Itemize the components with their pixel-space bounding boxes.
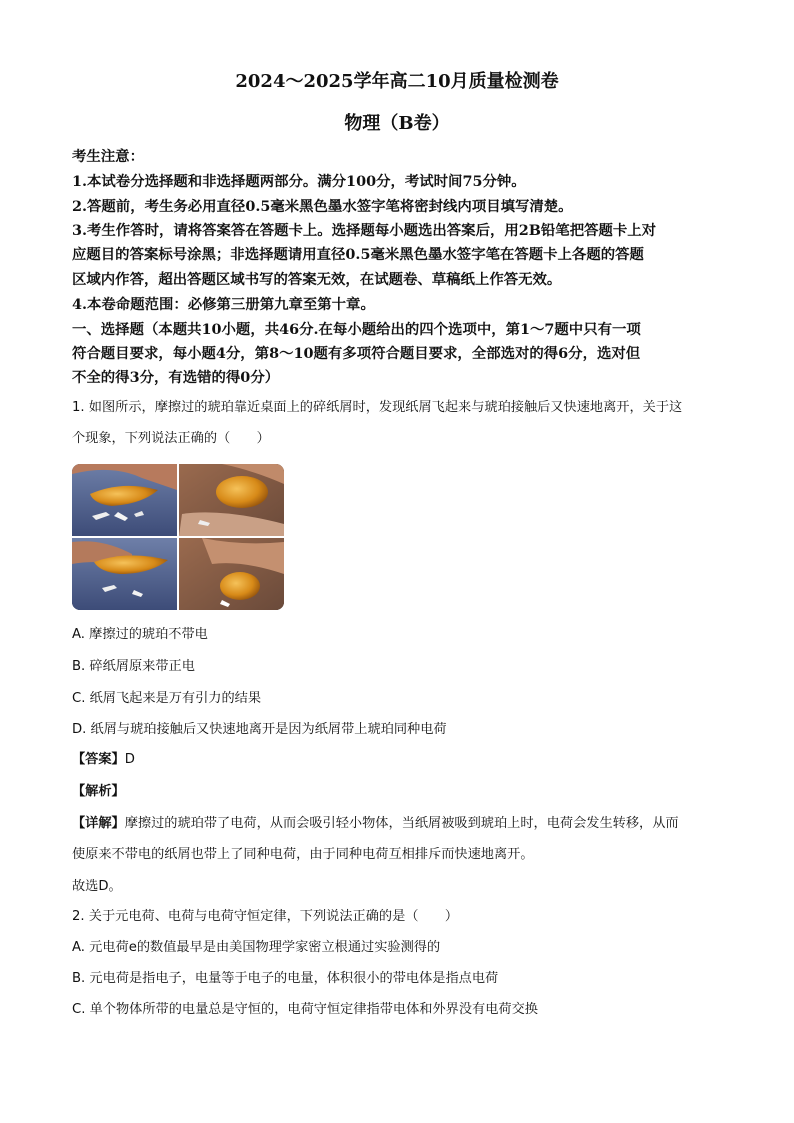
q1-conclusion: 故选D。 <box>72 879 122 894</box>
amber-piece <box>220 572 260 600</box>
amber-experiment-photo <box>72 464 284 610</box>
analysis-label: 【解析】 <box>72 784 125 799</box>
answer-value: D <box>124 752 135 767</box>
q1-detail-line: 使原来不带电的纸屑也带上了同种电荷，由于同种电荷互相排斥而快速地离开。 <box>72 847 534 862</box>
notice-heading: 考生注意： <box>72 148 144 165</box>
q1-answer <box>72 749 135 771</box>
q1-option-d: D. 纸屑与琥珀接触后又快速地离开是因为纸屑带上琥珀同种电荷 <box>72 722 447 737</box>
q1-analysis-label <box>72 781 125 803</box>
notice-item: 3.考生作答时，请将答案答在答题卡上。选择题每小题选出答案后，用2B铅笔把答题卡上对 <box>72 222 657 239</box>
amber-piece <box>216 476 268 508</box>
detail-text: 摩擦过的琥珀带了电荷，从而会吸引轻小物体，当纸屑被吸到琥珀上时，电荷会发生转移，从而 <box>124 816 679 831</box>
section-instruction: 不全的得3分，有选错的得0分） <box>72 369 280 386</box>
notice-item: 2.答题前，考生务必用直径0.5毫米黑色墨水签字笔将密封线内项目填写清楚。 <box>72 198 573 215</box>
notice-item: 应题目的答案标号涂黑；非选择题请用直径0.5毫米黑色墨水签字笔在答题卡上各题的答题 <box>72 246 644 263</box>
answer-label: 【答案】 <box>72 752 125 767</box>
q1-option-b: B. 碎纸屑原来带正电 <box>72 659 195 674</box>
q1-stem: 个现象，下列说法正确的（ ） <box>72 431 270 446</box>
section-instruction: 一、选择题（本题共10小题，共46分.在每小题给出的四个选项中，第1～7题中只有一项 <box>72 321 641 338</box>
amber-photo-collage <box>72 464 284 610</box>
q2-stem: 2. 关于元电荷、电荷与电荷守恒定律，下列说法正确的是（ ） <box>72 909 459 924</box>
q2-option-c: C. 单个物体所带的电量总是守恒的，电荷守恒定律指带电体和外界没有电荷交换 <box>72 1002 538 1017</box>
q1-option-c: C. 纸屑飞起来是万有引力的结果 <box>72 691 262 706</box>
notice-item: 区域内作答，超出答题区域书写的答案无效，在试题卷、草稿纸上作答无效。 <box>72 271 562 288</box>
notice-item: 4.本卷命题范围：必修第三册第九章至第十章。 <box>72 296 375 313</box>
q2-option-a: A. 元电荷e的数值最早是由美国物理学家密立根通过实验测得的 <box>72 940 441 955</box>
q1-option-a: A. 摩擦过的琥珀不带电 <box>72 627 208 642</box>
q1-detail-line <box>72 813 679 835</box>
detail-label: 【详解】 <box>72 816 125 831</box>
section-instruction: 符合题目要求，每小题4分，第8～10题有多项符合题目要求，全部选对的得6分，选对但 <box>72 345 641 362</box>
q1-stem: 1. 如图所示，摩擦过的琥珀靠近桌面上的碎纸屑时，发现纸屑飞起来与琥珀接触后又快速地离开，关于这 <box>72 400 683 415</box>
exam-title: 2024～2025学年高二10月质量检测卷 <box>235 71 559 92</box>
notice-item: 1.本试卷分选择题和非选择题两部分。满分100分，考试时间75分钟。 <box>72 173 526 190</box>
q2-option-b: B. 元电荷是指电子，电量等于电子的电量，体积很小的带电体是指点电荷 <box>72 971 499 986</box>
photo-divider <box>72 536 284 538</box>
exam-subtitle: 物理（B卷） <box>344 113 450 134</box>
